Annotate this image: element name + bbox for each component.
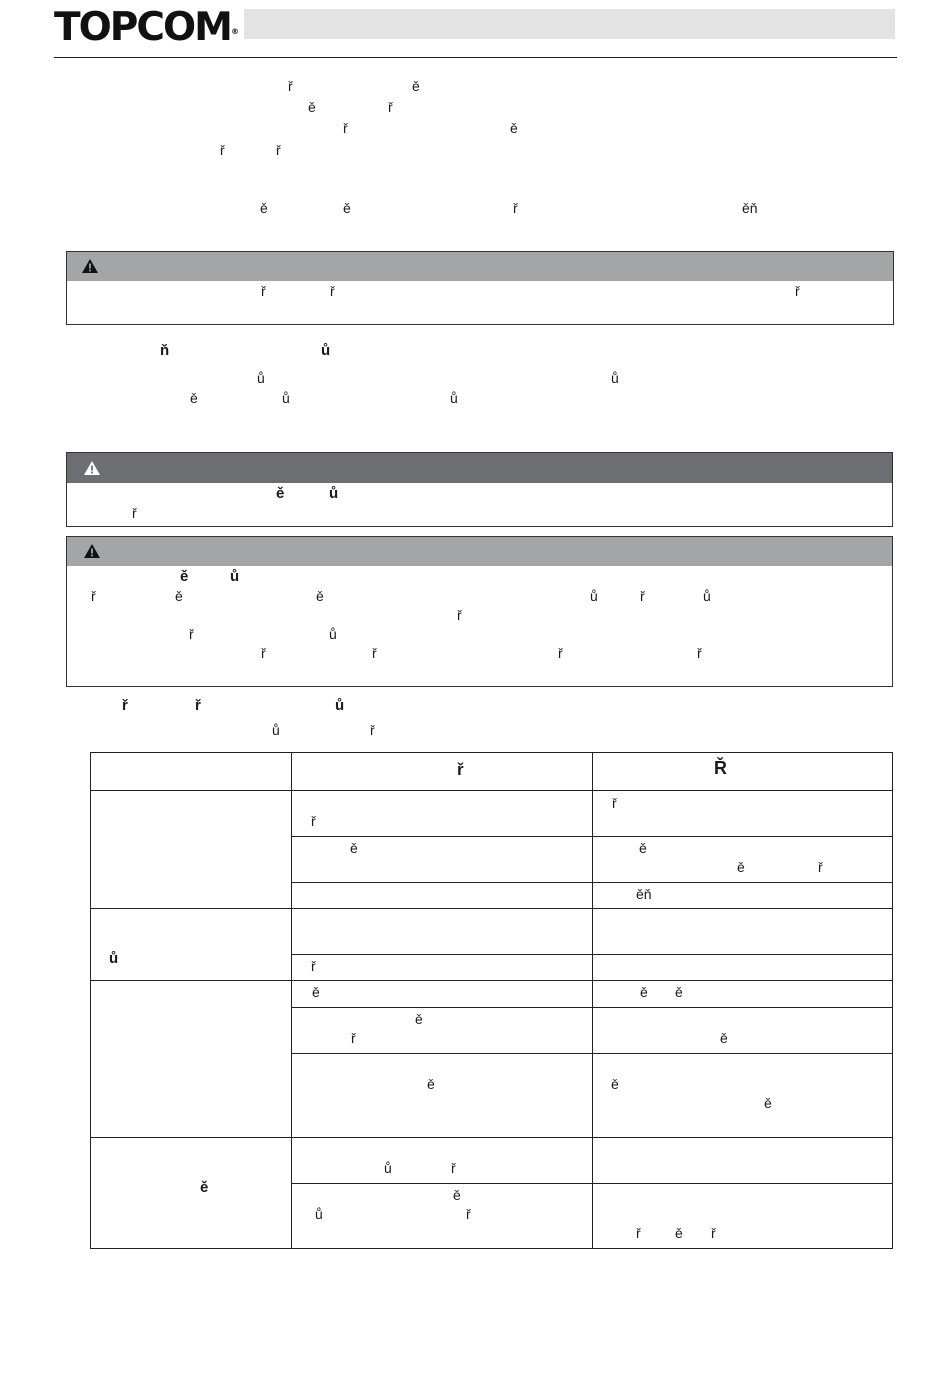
intro-glyph: ěň [742,200,758,216]
warning-glyph: ů [329,485,339,502]
intro-glyph: ř [288,78,293,94]
warning-bar [67,453,892,483]
warning-glyph: ř [261,645,266,661]
warning-glyph: ů [230,568,240,585]
header-rule [54,57,897,58]
intro-glyph: ř [220,142,225,158]
warning-glyph: ř [640,588,645,604]
section-glyph: ů [272,722,280,738]
table-cell-glyph: ě [737,859,745,875]
intro-glyph: ř [388,99,393,115]
table-cell-glyph: ě [611,1076,619,1092]
warning-glyph: ř [91,588,96,604]
table-cell-glyph: ě [640,984,648,1000]
table-cell-glyph: ř [711,1225,716,1241]
warning-glyph: ř [457,607,462,623]
section-glyph: ů [450,390,458,406]
warning-glyph: ů [329,626,337,642]
table-cell-glyph: ě [639,840,647,856]
table-cell-glyph: ě [453,1187,461,1203]
table-divider [291,753,292,1248]
warning-glyph: ů [703,588,711,604]
table-divider [91,1137,892,1138]
intro-glyph: ě [510,120,518,136]
warning-box-1 [66,251,894,325]
table-divider [91,790,892,791]
section-heading-glyph: ů [335,697,345,714]
table-cell-glyph: ř [311,813,316,829]
warning-glyph: ř [261,283,266,299]
table-cell-glyph: ě [350,840,358,856]
table-divider [91,908,892,909]
warning-glyph: ě [276,485,285,502]
table-divider [291,836,892,837]
table-cell-glyph: ě [675,1225,683,1241]
intro-glyph: ř [343,120,348,136]
table-cell-glyph: ř [451,1160,456,1176]
table-divider [592,753,593,1248]
intro-glyph: ř [513,200,518,216]
table-divider [291,1007,892,1008]
intro-glyph: ě [308,99,316,115]
table-cell-glyph: ů [315,1206,323,1222]
warning-glyph: ř [189,626,194,642]
warning-glyph: ř [558,645,563,661]
intro-glyph: ě [343,200,351,216]
warning-glyph: ř [330,283,335,299]
table-cell-glyph: ř [466,1206,471,1222]
table-cell-glyph: ě [415,1011,423,1027]
table-cell-glyph: ř [818,859,823,875]
intro-glyph: ě [260,200,268,216]
warning-glyph: ř [132,505,137,521]
table-header-cause: ř [457,760,464,779]
warning-glyph: ě [316,588,324,604]
section-glyph: ě [190,390,198,406]
intro-glyph: ě [412,78,420,94]
table-cell-glyph: ě [312,984,320,1000]
warning-glyph: ů [590,588,598,604]
table-cell-glyph: ě [427,1076,435,1092]
troubleshooting-table [90,752,893,1249]
warning-glyph: ř [795,283,800,299]
warning-glyph: ř [372,645,377,661]
table-cell-glyph: ěň [636,886,652,902]
warning-bar [67,252,893,281]
warning-glyph: ř [697,645,702,661]
warning-triangle-icon [83,460,101,476]
section-heading-glyph: ň [160,342,170,359]
table-cell-glyph: ř [636,1225,641,1241]
warning-bar [67,537,892,566]
table-cell-glyph: ě [720,1030,728,1046]
warning-glyph: ě [180,568,189,585]
table-cell-glyph: ř [612,795,617,811]
table-cell-glyph: ě [200,1179,209,1196]
table-cell-glyph: ř [311,958,316,974]
section-glyph: ů [282,390,290,406]
table-divider [91,980,892,981]
section-glyph: ů [257,370,265,386]
section-glyph: ů [611,370,619,386]
topcom-logo: TOPCOM® [54,5,239,50]
table-cell-glyph: ě [675,984,683,1000]
table-cell-glyph: ě [764,1095,772,1111]
table-divider [291,1183,892,1184]
table-cell-glyph: ů [384,1160,392,1176]
table-cell-glyph: ů [109,950,119,967]
section-heading-glyph: ř [195,697,201,714]
header-bar [244,9,895,39]
warning-glyph: ě [175,588,183,604]
section-heading-glyph: ř [122,697,128,714]
table-header-solution: Ř [714,758,727,778]
table-divider [291,1053,892,1054]
warning-triangle-icon [81,258,99,274]
warning-box-3 [66,536,893,687]
section-glyph: ř [370,722,375,738]
table-divider [291,954,892,955]
intro-glyph: ř [276,142,281,158]
table-divider [291,882,892,883]
table-cell-glyph: ř [351,1030,356,1046]
section-heading-glyph: ů [321,342,331,359]
warning-box-2 [66,452,893,527]
warning-triangle-icon [83,543,101,559]
